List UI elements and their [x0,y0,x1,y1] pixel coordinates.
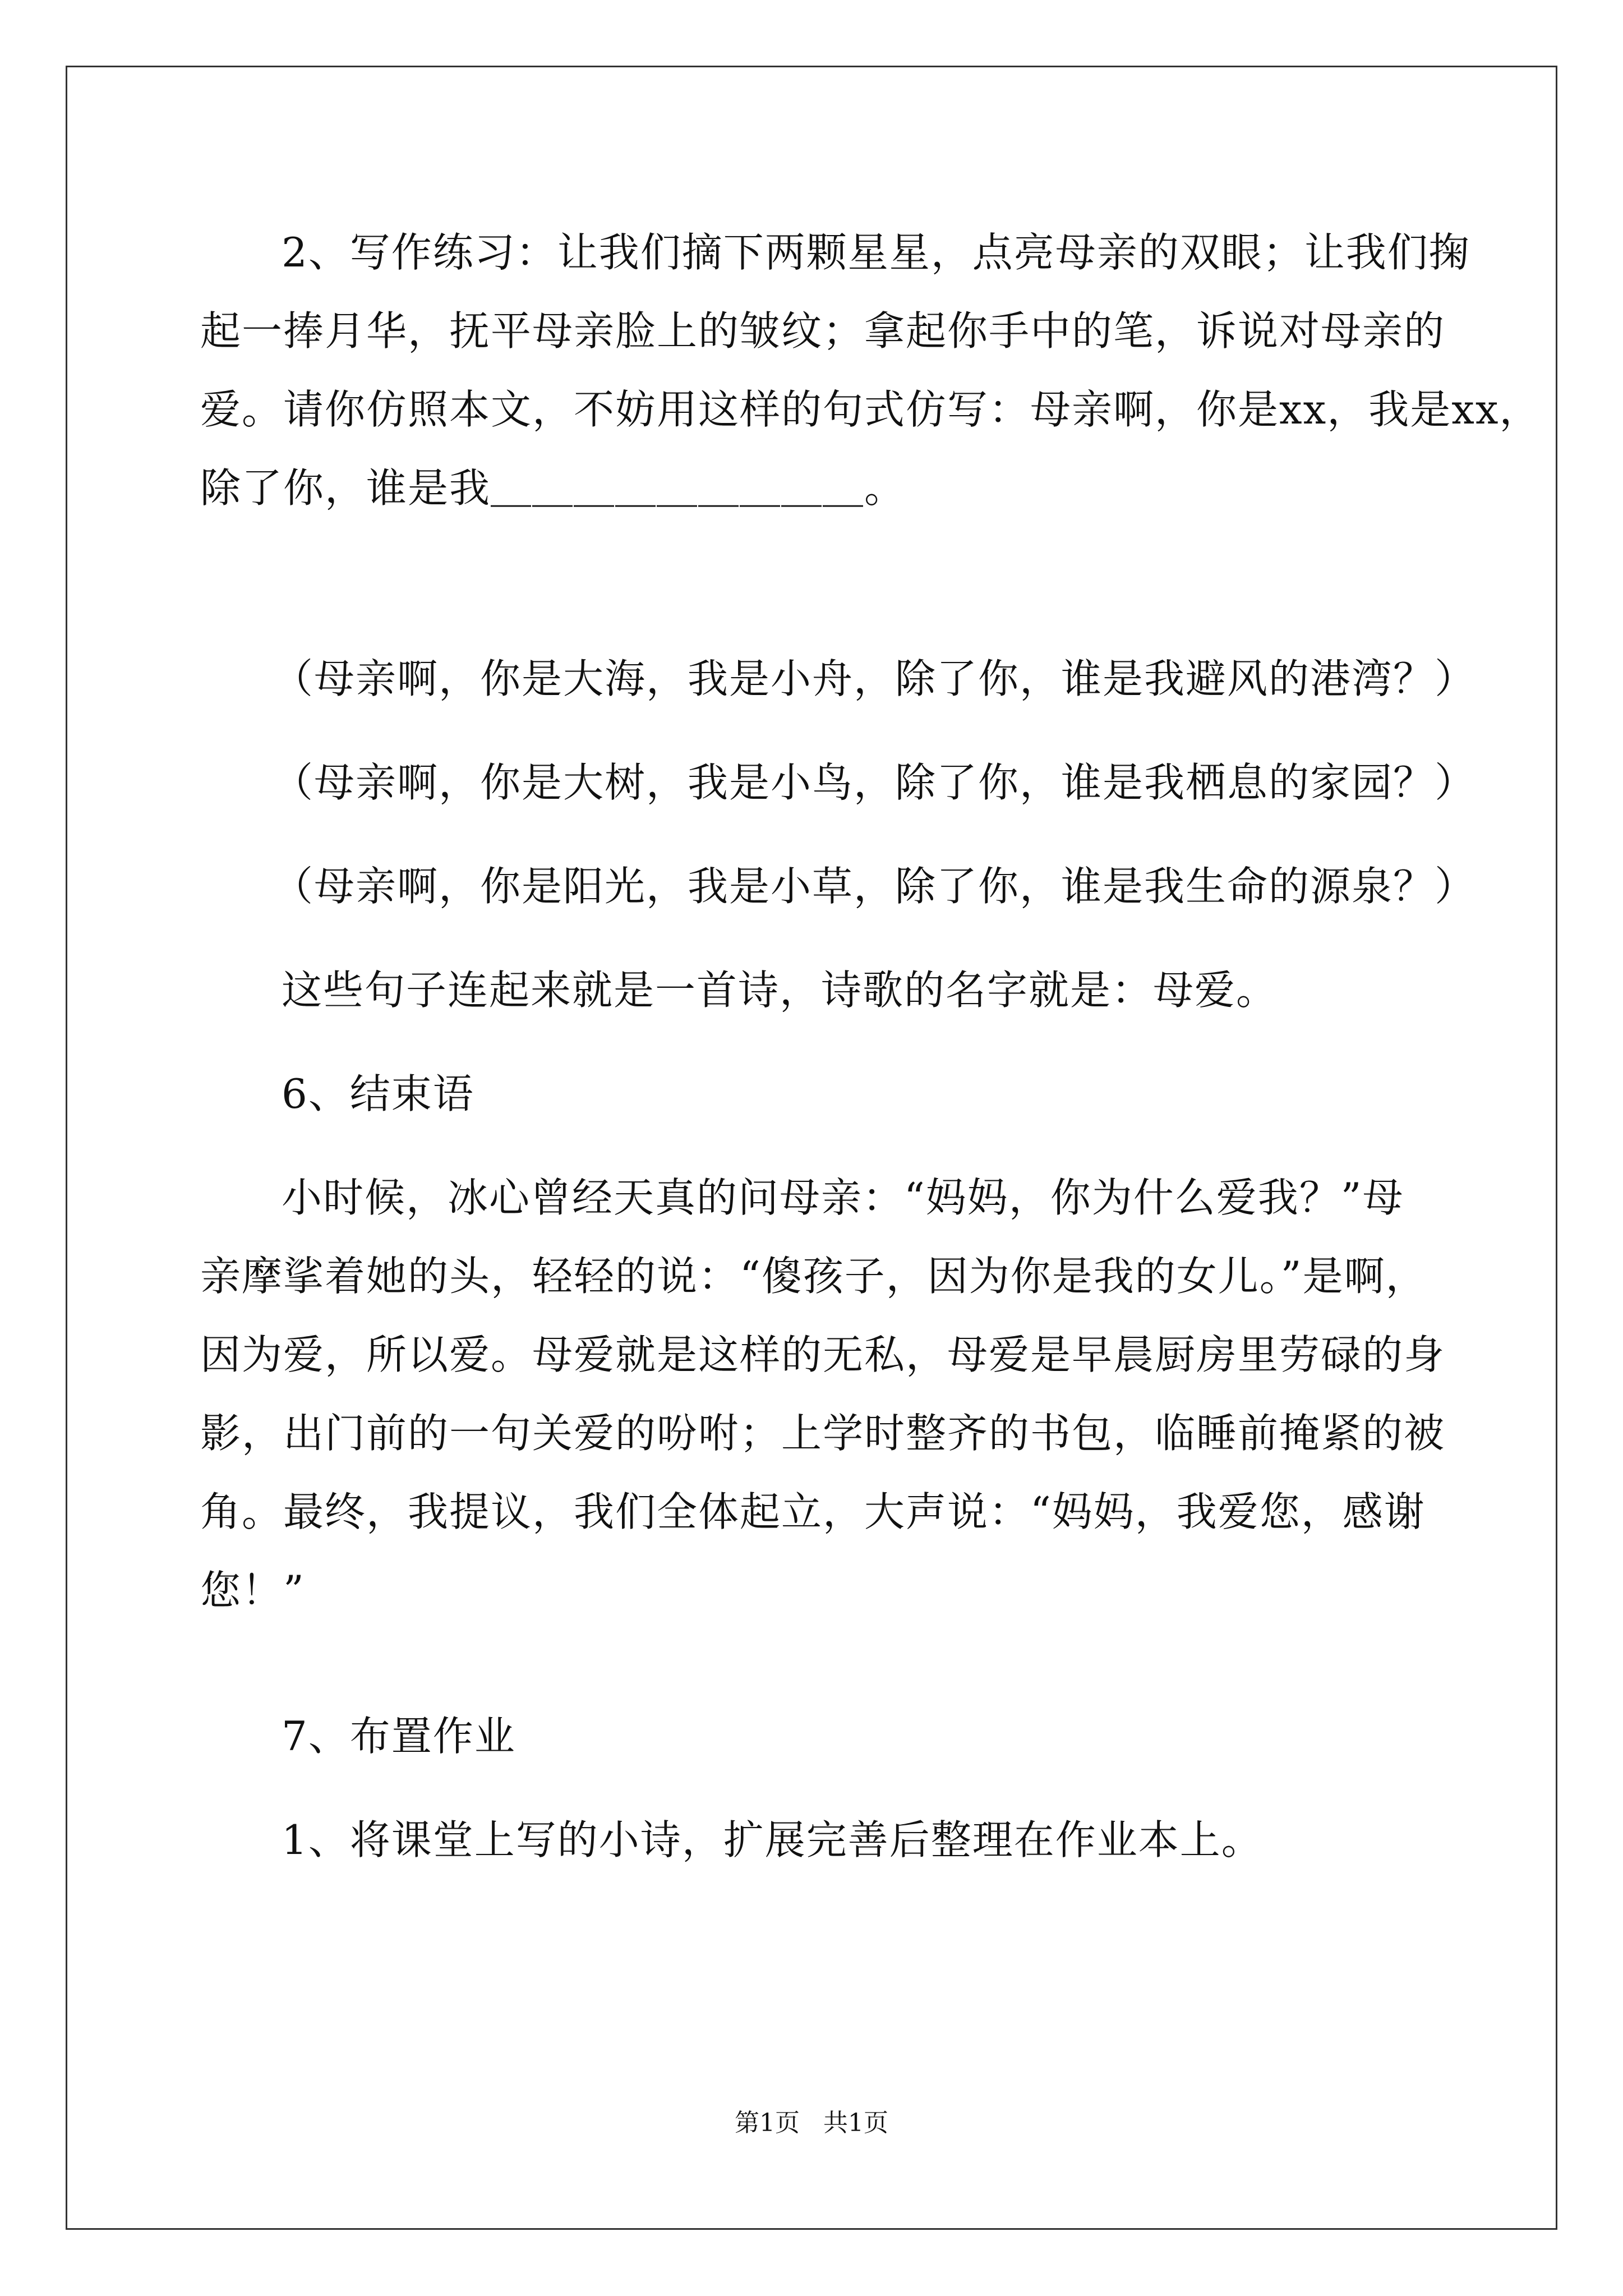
paragraph-line: 起一捧月华，抚平母亲脸上的皱纹；拿起你手中的笔，诉说对母亲的 [200,307,1446,355]
section-heading: 6、结束语 [282,1070,474,1117]
paragraph-line: 因为爱，所以爱。母爱就是这样的无私，母爱是早晨厨房里劳碌的身 [200,1331,1446,1378]
paragraph-line: 2、写作练习：让我们摘下两颗星星，点亮母亲的双眼；让我们掬 [282,229,1470,276]
example-sentence: （母亲啊，你是大海，我是小舟，除了你，谁是我避风的港湾？） [273,655,1477,702]
paragraph-line: 小时候，冰心曾经天真的问母亲：“妈妈，你为什么爱我？”母 [282,1174,1404,1221]
example-sentence: （母亲啊，你是大树，我是小鸟，除了你，谁是我栖息的家园？） [273,759,1477,806]
page-number: 第1页 共1页 [735,2109,888,2137]
paragraph-line: 爱。请你仿照本文，不妨用这样的句式仿写：母亲啊，你是xx，我是xx， [200,386,1541,433]
paragraph-line: 除了你，谁是我＿＿＿＿＿＿＿＿＿。 [200,464,906,512]
paragraph-line: 影，出门前的一句关爱的吩咐；上学时整齐的书包，临睡前掩紧的被 [200,1410,1446,1457]
example-sentence: （母亲啊，你是阳光，我是小草，除了你，谁是我生命的源泉？） [273,863,1477,910]
section-heading: 7、布置作业 [282,1713,516,1760]
paragraph-line: 1、将课堂上写的小诗，扩展完善后整理在作业本上。 [282,1816,1263,1864]
paragraph-line: 您！” [200,1567,305,1614]
paragraph-line: 亲摩挲着她的头，轻轻的说：“傻孩子，因为你是我的女儿。”是啊， [200,1253,1427,1300]
paragraph-line: 这些句子连起来就是一首诗，诗歌的名字就是：母爱。 [282,967,1278,1014]
paragraph-line: 角。最终，我提议，我们全体起立，大声说：“妈妈，我爱您，感谢 [200,1488,1426,1535]
